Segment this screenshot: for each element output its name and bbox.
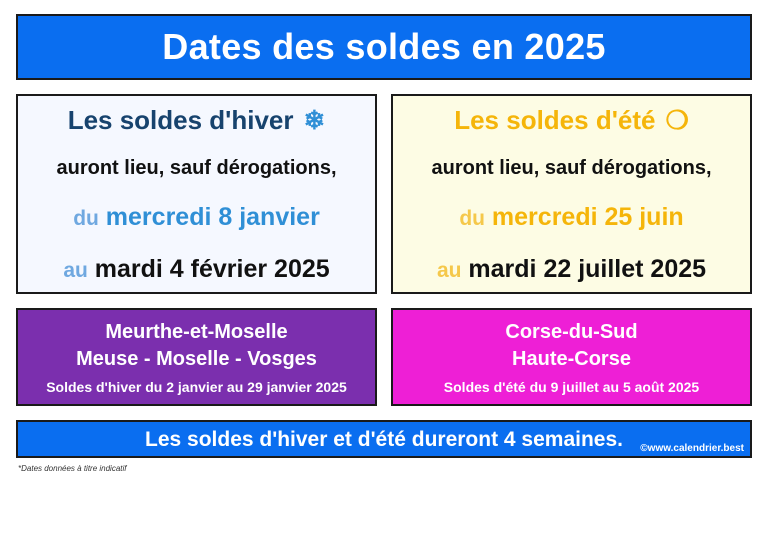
winter-start-date-line	[73, 202, 320, 232]
page-title: Dates des soldes en 2025	[162, 26, 606, 67]
summer-card-heading	[454, 106, 689, 135]
summer-end-prefix: au	[436, 258, 462, 282]
summer-start-date-line	[459, 202, 683, 232]
region-corse-note: Soldes d'été du 9 juillet au 5 août 2025	[443, 378, 700, 395]
summer-card-subtitle: auront lieu, sauf dérogations,	[431, 157, 712, 180]
sun-icon: ❍	[665, 105, 689, 136]
region-card-corse	[391, 308, 752, 406]
winter-heading-label: Les soldes d'hiver	[67, 105, 294, 135]
region-corse-line2: Haute-Corse	[512, 347, 631, 370]
winter-start-prefix: du	[73, 207, 99, 231]
summer-sales-card	[391, 94, 752, 294]
page-title-banner	[16, 14, 752, 80]
winter-sales-card	[16, 94, 377, 294]
region-exceptions-row	[16, 308, 752, 406]
summer-end-date: mardi 22 juillet 2025	[468, 254, 707, 283]
winter-end-prefix: au	[63, 258, 88, 282]
winter-end-date: mardi 4 février 2025	[94, 254, 330, 283]
footer-banner	[16, 420, 752, 458]
region-card-grand-est	[16, 308, 377, 406]
footer-summary-text: Les soldes d'hiver et d'été dureront 4 semaines.	[145, 427, 623, 451]
disclaimer-note: *Dates données à titre indicatif	[18, 464, 127, 473]
region-corse-line1: Corse-du-Sud	[505, 320, 638, 343]
region-grand-est-line1: Meurthe-et-Moselle	[105, 320, 288, 343]
season-cards-row	[16, 94, 752, 294]
winter-end-date-line	[63, 254, 329, 284]
site-credit: ©www.calendrier.best	[640, 443, 744, 454]
summer-start-prefix: du	[459, 207, 485, 231]
winter-card-heading	[68, 106, 326, 135]
region-grand-est-line2: Meuse - Moselle - Vosges	[76, 347, 317, 370]
winter-start-date: mercredi 8 janvier	[105, 203, 320, 232]
summer-end-date-line	[437, 254, 706, 284]
winter-card-subtitle: auront lieu, sauf dérogations,	[56, 157, 337, 180]
snowflake-icon: ❄	[303, 105, 326, 136]
summer-start-date: mercredi 25 juin	[491, 203, 684, 232]
summer-heading-label: Les soldes d'été	[454, 105, 656, 135]
region-grand-est-note: Soldes d'hiver du 2 janvier au 29 janvier 2025	[46, 378, 347, 395]
